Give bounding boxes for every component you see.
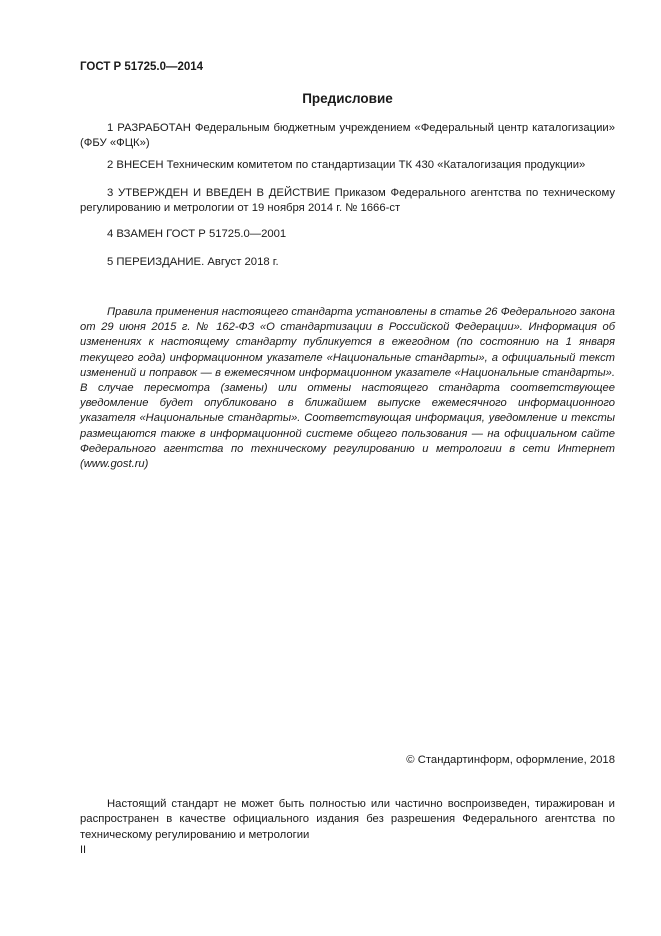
- foreword-item-3: 3 УТВЕРЖДЕН И ВВЕДЕН В ДЕЙСТВИЕ Приказом Федерального агентства по техническому регулированию и метрологии от 19 ноября 2014 г. № 1666-ст: [80, 187, 615, 215]
- foreword-item-1: 1 РАЗРАБОТАН Федеральным бюджетным учреждением «Федеральный центр каталогизации» (ФБУ «ФЦК»): [80, 122, 615, 150]
- rules-notice: Правила применения настоящего стандарта установлены в статье 26 Федерального закона от 29 июня 2015 г. № 162-ФЗ «О стандартизации в Российской Федерации». Информация об изменениях к настоящему стандарту публикуется в ежегодном (по состоянию на 1 января текущего года) информационном указателе «Национальные стандарты», а официальный текст изменений и поправок — в ежемесячном информационном указателе «Национальные стандарты». В случае пересмотра (замены) или отмены настоящего стандарта соответствующее уведомление будет опубликовано в ближайшем выпуске ежемесячного информационного указателя «Национальные стандарты». Соответствующая информация, уведомление и тексты размещаются также в информационной системе общего пользования — на официальном сайте Федерального агентства по техническому регулированию и метрологии в сети Интернет (www.gost.ru): [80, 306, 615, 471]
- page-number: II: [80, 844, 87, 856]
- foreword-item-5: 5 ПЕРЕИЗДАНИЕ. Август 2018 г.: [107, 256, 279, 268]
- standard-code: ГОСТ Р 51725.0—2014: [80, 61, 204, 73]
- foreword-item-4: 4 ВЗАМЕН ГОСТ Р 51725.0—2001: [107, 228, 287, 240]
- reproduction-notice: Настоящий стандарт не может быть полностью или частично воспроизведен, тиражирован и распространен в качестве официального издания без разрешения Федерального агентства по техническому регулированию и метрологии: [80, 798, 615, 841]
- copyright-line: © Стандартинформ, оформление, 2018: [406, 754, 615, 766]
- page-title: Предисловие: [302, 91, 393, 106]
- foreword-item-2: 2 ВНЕСЕН Техническим комитетом по стандартизации ТК 430 «Каталогизация продукции»: [107, 159, 586, 171]
